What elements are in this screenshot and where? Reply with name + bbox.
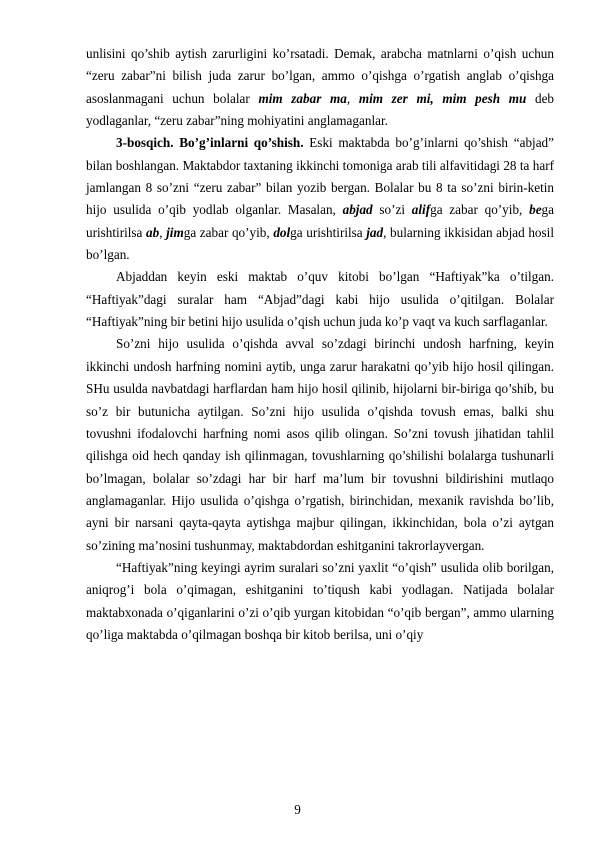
- emphasis: jim: [166, 224, 184, 240]
- paragraph-2: 3-bosqich. Bo’g’inlarni qo’shish. Eski maktabda bo’g’inlarni qo’shish “abjad” bilan boshlangan. Maktabdor taxtaning ikkinchi tomoniga arab tili alfavitidagi 28 ta harf jamlangan 8 so’zni “zeru zabar” bilan yozib bergan. Bolalar bu 8 ta so’zni birin-ketin hijo usulida o’qib yodlab olganlar. Masalan, abjad so’zi alifga zabar qo’yib, bega urishtirilsa ab, jimga zabar qo’yib, dolga urishtirilsa jad, bularning ikkisidan abjad hosil bo’lgan.: [86, 135, 555, 263]
- page-number: 9: [294, 802, 301, 817]
- paragraph-1: unlisini qo’shib aytish zarurligini ko’rsatadi. Demak, arabcha matnlarni o’qish uchun “zeru zabar”ni bilish juda zarur bo’lgan, ammo o’qishga o’rgatish anglab o’qishga asoslanmagani uchun bolalar mim zabar ma, mim zer mi, mim pesh mu deb yodlaganlar, “zeru zabar”ning mohiyatini anglamaganlar.: [86, 46, 555, 129]
- emphasis: ab: [146, 224, 160, 240]
- emphasis: mim zabar ma: [258, 90, 347, 106]
- emphasis: dol: [273, 224, 291, 240]
- paragraph-5: “Haftiyak”ning keyingi ayrim suralari so’zni yaxlit “o’qish” usulida olib borilgan, aniqrog’i bola o’qimagan, eshitganini to’tiqush kabi yodlagan. Natijada bolalar maktabxonada o’qiganlarini o’zi o’qib yurgan kitobidan “o’qib bergan”, ammo ularning qo’liga maktabda o’qilmagan boshqa bir kitob berilsa, uni o’qiy: [86, 559, 554, 642]
- document-body: [86, 43, 554, 646]
- emphasis: be: [529, 202, 542, 218]
- emphasis: jad: [366, 224, 384, 240]
- paragraph-3: Abjaddan keyin eski maktab o’quv kitobi bo’lgan “Haftiyak”ka o’tilgan. “Haftiyak”dagi suralar ham “Abjad”dagi kabi hijo usulida o’qitilgan. Bolalar “Haftiyak”ning bir betini hijo usulida o’qish uchun juda ko’p vaqt va kuch sarflaganlar.: [86, 269, 554, 330]
- paragraph-4: So’zni hijo usulida o’qishda avval so’zdagi birinchi undosh harfning, keyin ikkinchi undosh harfning nomini aytib, unga zarur harakatni qo’yib hijo hosil qilingan. SHu usulda navbatdagi harflardan ham hijo hosil qilinib, hijolarni bir-biriga qo’shib, bu so’z bir butunicha aytilgan. So’zni hijo usulida o’qishda tovush emas, balki shu tovushni ifodalovchi harfning nomi asos qilib olingan. So’zni tovush jihatidan tahlil qilishga oid hech qanday ish qilinmagan, tovushlarning qo’shilishi bolalarga tushunarli bo’lmagan, bolalar so’zdagi har bir harf ma’lum bir tovushni bildirishini mutlaqo anglamaganlar. Hijo usulida o’qishga o’rgatish, birinchidan, mexanik ravishda bo’lib, ayni bir narsani qayta-qayta aytishga majbur qilingan, ikkinchidan, bola o’zi aytgan so’zining ma’nosini tushunmay, maktabdordan eshitganini takrorlayvergan.: [86, 336, 554, 553]
- emphasis: mim zer mi, mim pesh mu: [358, 90, 527, 106]
- emphasis: alif: [411, 202, 431, 218]
- emphasis: abjad: [342, 202, 373, 218]
- section-heading: 3-bosqich. Bo’g’inlarni qo’shish.: [116, 135, 304, 151]
